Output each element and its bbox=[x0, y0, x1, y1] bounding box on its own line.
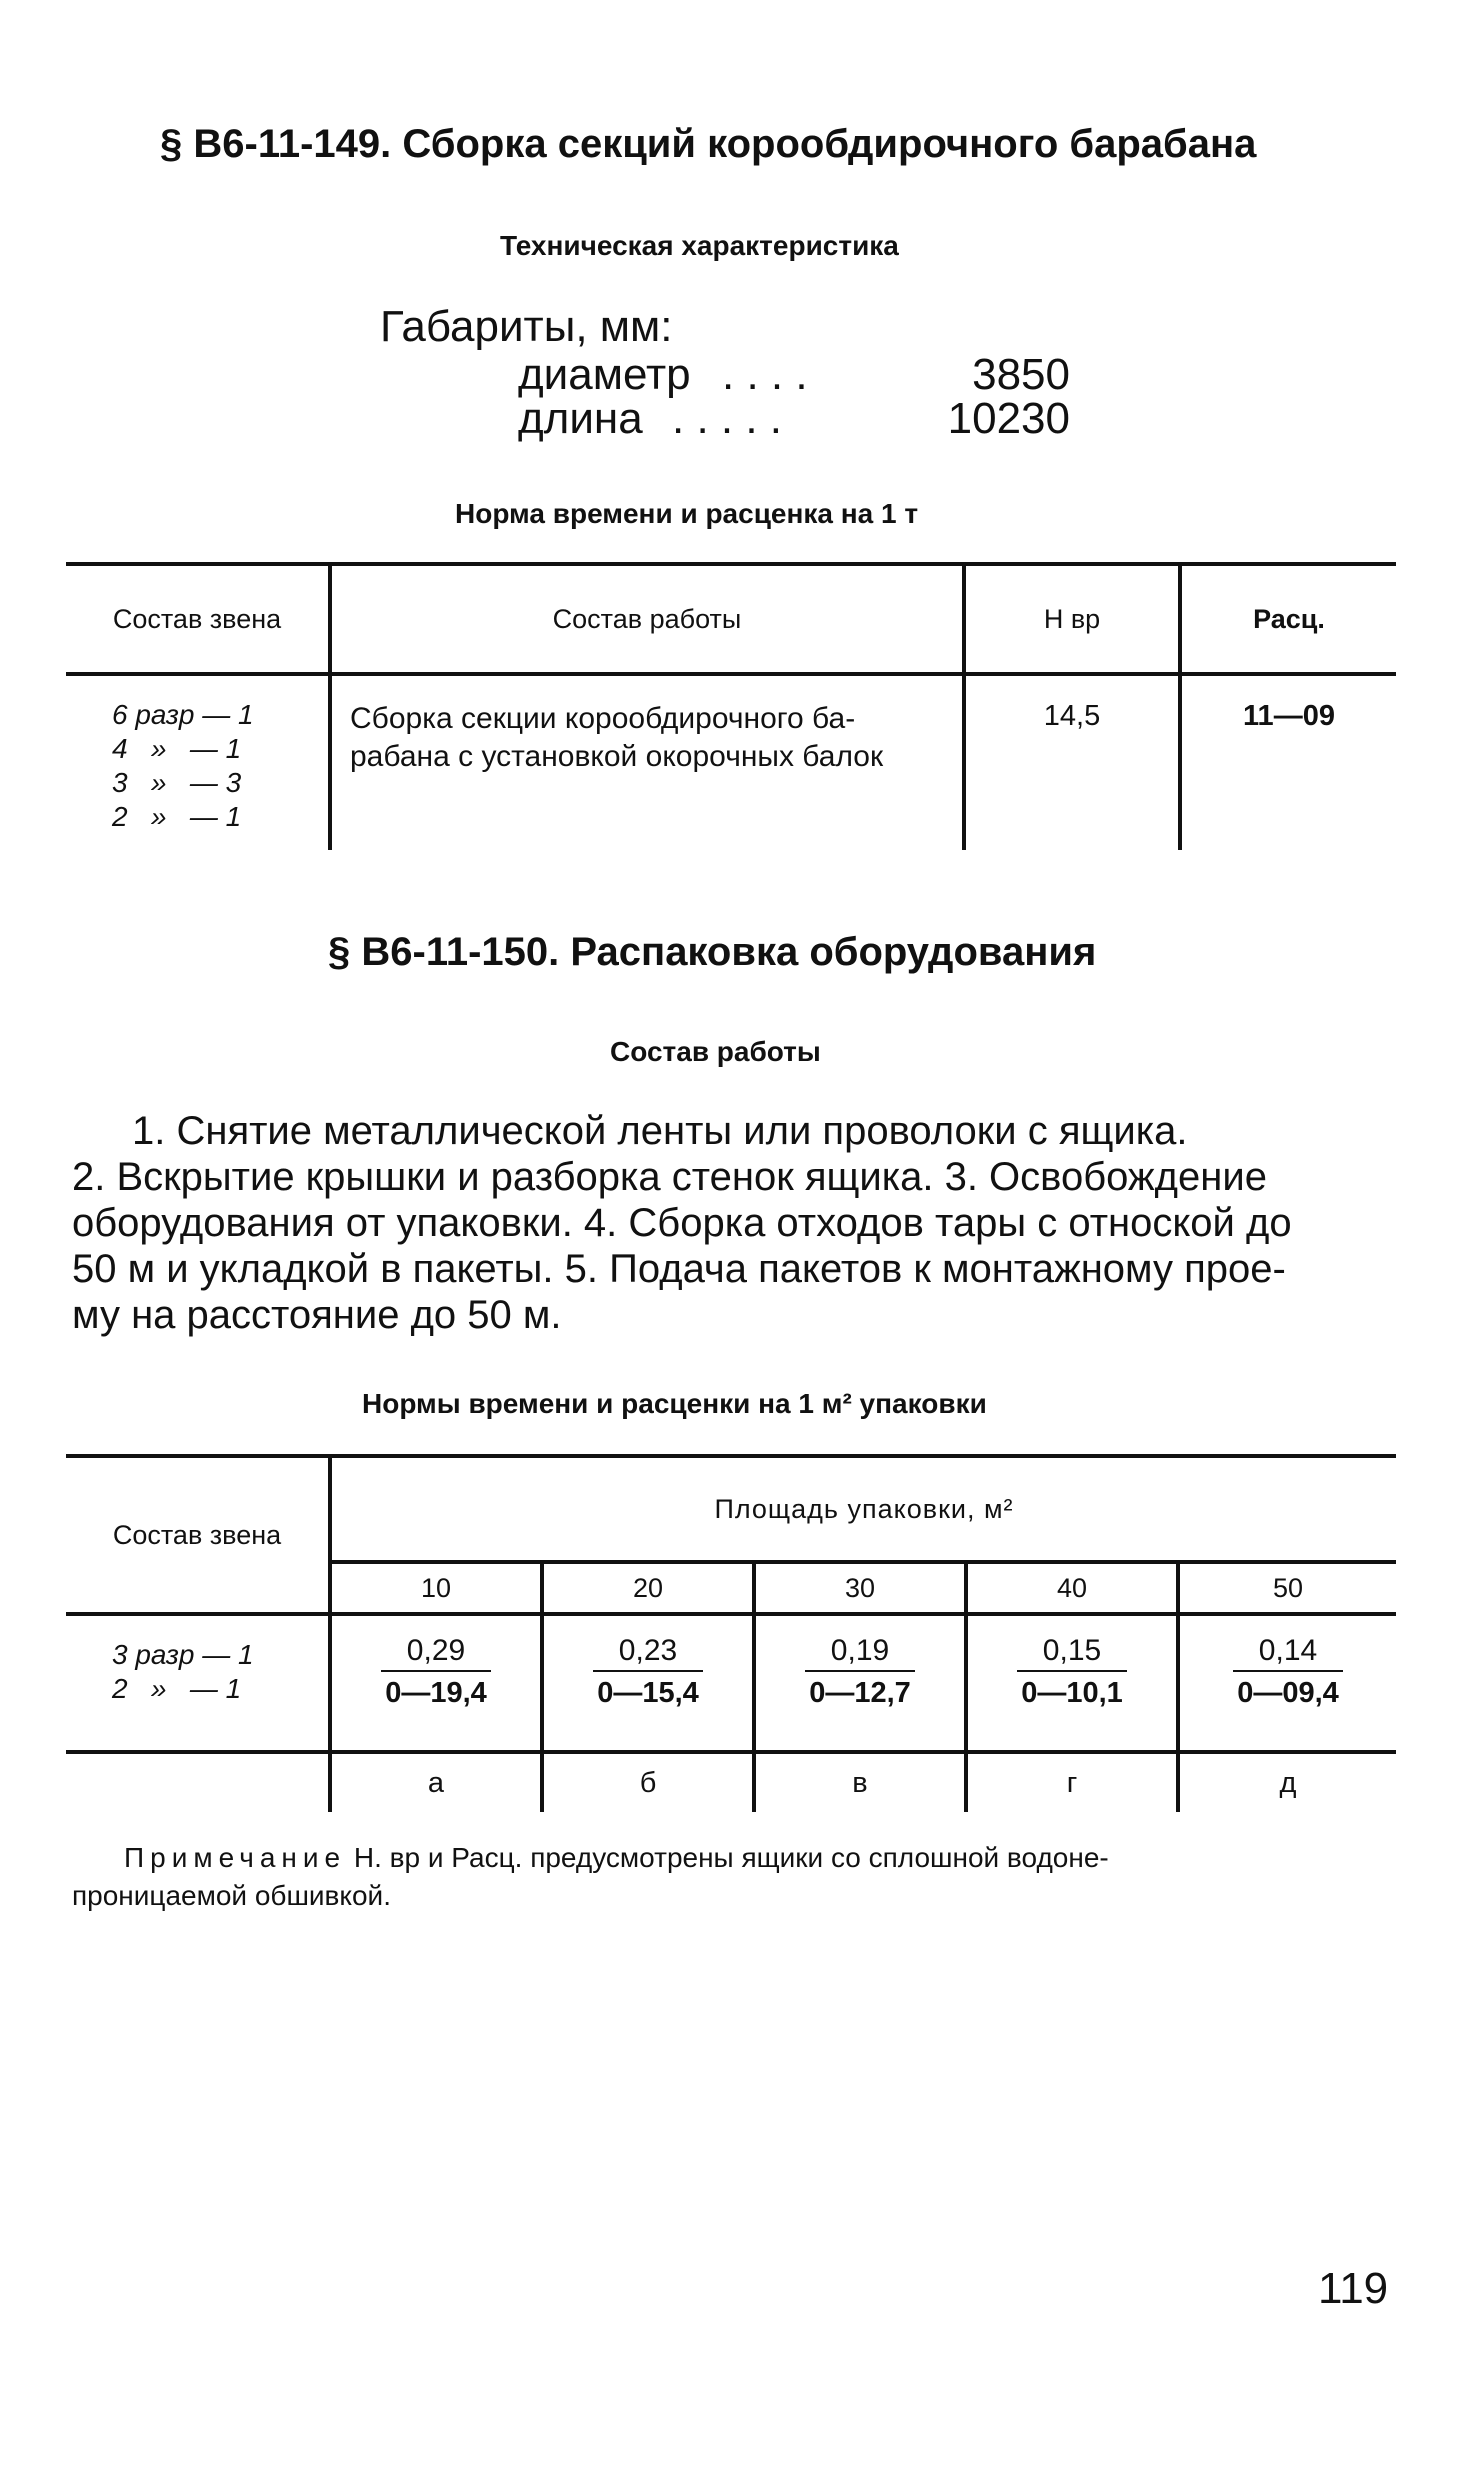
area-10: 10 bbox=[330, 1562, 542, 1614]
table2-letter-row bbox=[66, 1752, 1396, 1812]
table1-norm-cell: 14,5 bbox=[964, 674, 1180, 850]
table1-work-cell bbox=[330, 674, 964, 850]
crew-line: 2 » — 1 bbox=[112, 1673, 242, 1704]
rate-value: 0—19,4 bbox=[385, 1677, 487, 1709]
table1-header-crew: Состав звена bbox=[66, 564, 330, 674]
table2-header-row bbox=[66, 1456, 1396, 1562]
column-letter: а bbox=[330, 1752, 542, 1812]
work-line: рабана с установкой окорочных балок bbox=[350, 740, 884, 773]
tech-characteristics-title: Техническая характеристика bbox=[500, 230, 899, 261]
crew-line: 3 разр — 1 bbox=[112, 1639, 254, 1670]
note-line-2: проницаемой обшивкой. bbox=[72, 1880, 391, 1911]
paragraph-line: 50 м и укладкой в пакеты. 5. Подача пакетов к монтажному прое- bbox=[72, 1247, 1286, 1291]
column-letter: б bbox=[542, 1752, 754, 1812]
crew-line: 4 » — 1 bbox=[112, 733, 242, 764]
table2-cell-d bbox=[1178, 1614, 1396, 1752]
table1-crew-cell bbox=[66, 674, 330, 850]
norm-title-2: Нормы времени и расценки на 1 м² упаковки bbox=[362, 1388, 987, 1419]
rate-value: 0—10,1 bbox=[1021, 1677, 1123, 1709]
norm-table-2 bbox=[66, 1454, 1396, 1812]
table2-cell-b bbox=[542, 1614, 754, 1752]
note-line-1 bbox=[124, 1842, 1109, 1874]
norm-value: 0,19 bbox=[805, 1634, 915, 1672]
table2-data-row bbox=[66, 1614, 1396, 1752]
rate-value: 0—15,4 bbox=[597, 1677, 699, 1709]
paragraph-line: му на расстояние до 50 м. bbox=[72, 1293, 562, 1337]
crew-line: 6 разр — 1 bbox=[112, 699, 254, 730]
table1-data-row bbox=[66, 674, 1396, 850]
work-composition-title: Состав работы bbox=[610, 1036, 821, 1067]
area-30: 30 bbox=[754, 1562, 966, 1614]
crew-line: 3 » — 3 bbox=[112, 767, 242, 798]
note-text: Н. вр и Расц. предусмотрены ящики со сплошной водоне- bbox=[346, 1842, 1109, 1873]
rate-value: 0—12,7 bbox=[809, 1677, 911, 1709]
table2-cell-v bbox=[754, 1614, 966, 1752]
spec-diameter-value: 3850 bbox=[972, 350, 1070, 399]
table1-header-work: Состав работы bbox=[330, 564, 964, 674]
norm-title-1: Норма времени и расценка на 1 т bbox=[455, 498, 919, 529]
section1-heading: § В6-11-149. Сборка секций корообдирочного барабана bbox=[160, 122, 1257, 166]
table1-header-row bbox=[66, 564, 1396, 674]
area-20: 20 bbox=[542, 1562, 754, 1614]
paragraph-line: 2. Вскрытие крышки и разборка стенок ящика. 3. Освобождение bbox=[72, 1155, 1267, 1199]
column-letter: г bbox=[966, 1752, 1178, 1812]
norm-value: 0,23 bbox=[593, 1634, 703, 1672]
norm-value: 0,29 bbox=[381, 1634, 491, 1672]
table2-cell-g bbox=[966, 1614, 1178, 1752]
spec-diameter-name: диаметр bbox=[518, 350, 691, 399]
table1-rate-cell: 11—09 bbox=[1243, 700, 1335, 732]
spec-length-name: длина bbox=[518, 394, 643, 443]
norm-value: 0,15 bbox=[1017, 1634, 1127, 1672]
paragraph-line: оборудования от упаковки. 4. Сборка отходов тары с отноской до bbox=[72, 1201, 1292, 1245]
note-label: Примечание bbox=[124, 1842, 347, 1873]
column-letter: в bbox=[754, 1752, 966, 1812]
table2-header-area: Площадь упаковки, м² bbox=[330, 1456, 1396, 1562]
norm-table-1 bbox=[66, 562, 1396, 850]
spec-label: Габариты, мм: bbox=[380, 302, 673, 351]
table2-letter-empty bbox=[66, 1752, 330, 1812]
table2-crew-cell bbox=[66, 1614, 330, 1752]
table1-header-rate: Расц. bbox=[1253, 603, 1325, 634]
table2-cell-a bbox=[330, 1614, 542, 1752]
norm-value: 0,14 bbox=[1233, 1634, 1343, 1672]
spec-length-value: 10230 bbox=[947, 394, 1070, 443]
table2-header-crew: Состав звена bbox=[66, 1456, 330, 1614]
area-50: 50 bbox=[1272, 1572, 1304, 1603]
rate-value: 0—09,4 bbox=[1237, 1677, 1339, 1709]
section2-heading: § В6-11-150. Распаковка оборудования bbox=[328, 930, 1097, 974]
crew-line: 2 » — 1 bbox=[112, 801, 242, 832]
work-line: Сборка секции корообдирочного ба- bbox=[350, 702, 856, 735]
paragraph-line: 1. Снятие металлической ленты или проволоки с ящика. bbox=[132, 1109, 1188, 1153]
area-40: 40 bbox=[966, 1562, 1178, 1614]
spec-length-dots: . . . . . bbox=[672, 394, 783, 443]
table1-header-norm: Н вр bbox=[964, 564, 1180, 674]
page-number: 119 bbox=[1318, 2264, 1389, 2313]
spec-diameter-dots: . . . . bbox=[722, 350, 808, 399]
column-letter: д bbox=[1279, 1766, 1297, 1799]
